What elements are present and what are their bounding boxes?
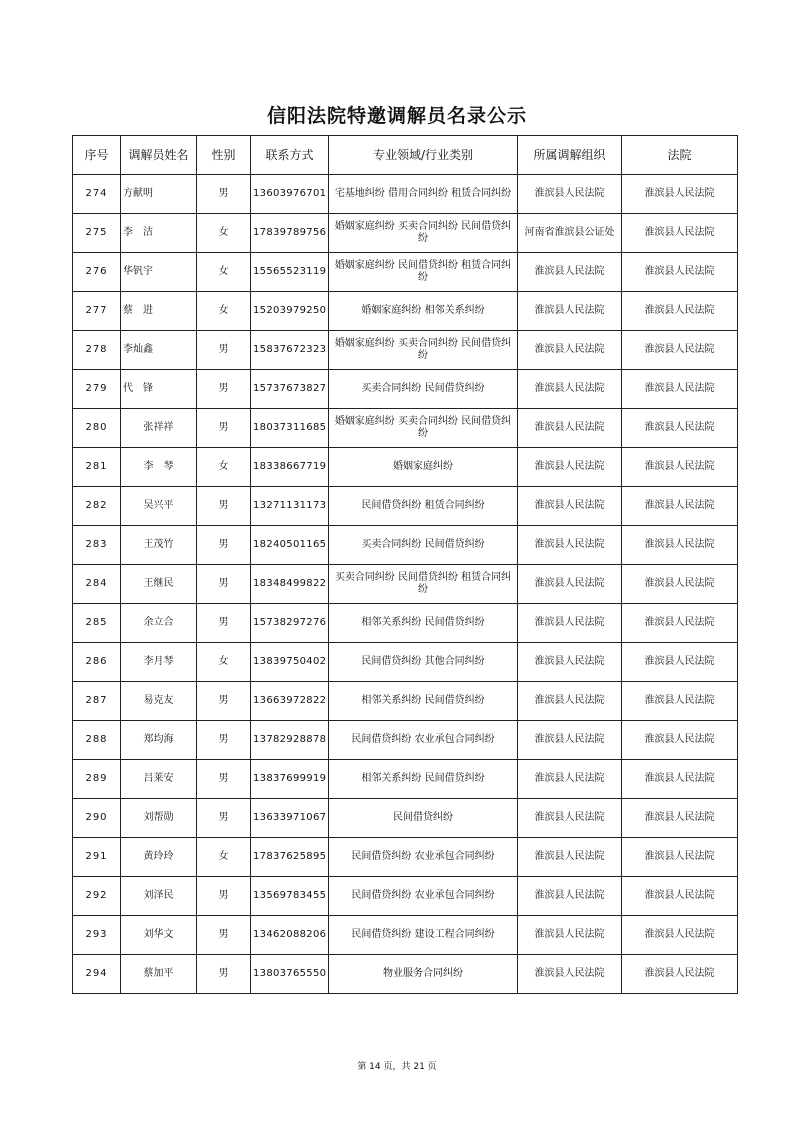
cell-org: 淮滨县人民法院	[518, 604, 622, 643]
cell-field: 买卖合同纠纷 民间借贷纠纷 租赁合同纠纷	[329, 565, 518, 604]
cell-phone: 13271131173	[251, 487, 329, 526]
cell-seq: 282	[73, 487, 121, 526]
table-row	[73, 448, 738, 487]
header-field: 专业领域/行业类别	[329, 136, 518, 175]
cell-name: 李月琴	[121, 643, 197, 682]
cell-phone: 13462088206	[251, 916, 329, 955]
cell-phone: 15837672323	[251, 331, 329, 370]
cell-field: 民间借贷纠纷 农业承包合同纠纷	[329, 721, 518, 760]
cell-phone: 13837699919	[251, 760, 329, 799]
cell-seq: 286	[73, 643, 121, 682]
cell-court: 淮滨县人民法院	[622, 838, 738, 877]
cell-seq: 278	[73, 331, 121, 370]
table-row	[73, 370, 738, 409]
cell-field: 婚姻家庭纠纷 买卖合同纠纷 民间借贷纠纷	[329, 409, 518, 448]
cell-name: 吕莱安	[121, 760, 197, 799]
cell-phone: 15737673827	[251, 370, 329, 409]
table-row	[73, 760, 738, 799]
cell-org: 淮滨县人民法院	[518, 955, 622, 994]
cell-gender: 女	[197, 292, 251, 331]
cell-gender: 男	[197, 331, 251, 370]
cell-field: 物业服务合同纠纷	[329, 955, 518, 994]
cell-court: 淮滨县人民法院	[622, 175, 738, 214]
cell-gender: 男	[197, 175, 251, 214]
cell-org: 淮滨县人民法院	[518, 409, 622, 448]
cell-court: 淮滨县人民法院	[622, 604, 738, 643]
cell-court: 淮滨县人民法院	[622, 682, 738, 721]
cell-field: 婚姻家庭纠纷 买卖合同纠纷 民间借贷纠纷	[329, 331, 518, 370]
table-row	[73, 721, 738, 760]
cell-phone: 18348499822	[251, 565, 329, 604]
table-row	[73, 487, 738, 526]
cell-gender: 男	[197, 760, 251, 799]
cell-court: 淮滨县人民法院	[622, 448, 738, 487]
cell-phone: 13839750402	[251, 643, 329, 682]
table-row	[73, 175, 738, 214]
table-row	[73, 604, 738, 643]
cell-phone: 18338667719	[251, 448, 329, 487]
cell-org: 河南省淮滨县公证处	[518, 214, 622, 253]
cell-gender: 女	[197, 214, 251, 253]
table-row	[73, 565, 738, 604]
table-row	[73, 877, 738, 916]
cell-gender: 男	[197, 526, 251, 565]
cell-name: 郑均海	[121, 721, 197, 760]
cell-org: 淮滨县人民法院	[518, 253, 622, 292]
cell-phone: 13603976701	[251, 175, 329, 214]
header-gender: 性别	[197, 136, 251, 175]
cell-seq: 284	[73, 565, 121, 604]
mediator-table	[72, 135, 738, 994]
cell-name: 吴兴平	[121, 487, 197, 526]
cell-seq: 289	[73, 760, 121, 799]
page-title: 信阳法院特邀调解员名录公示	[266, 105, 527, 127]
cell-gender: 女	[197, 448, 251, 487]
cell-court: 淮滨县人民法院	[622, 214, 738, 253]
cell-gender: 男	[197, 721, 251, 760]
cell-name: 李灿鑫	[121, 331, 197, 370]
cell-court: 淮滨县人民法院	[622, 916, 738, 955]
cell-phone: 13663972822	[251, 682, 329, 721]
cell-name: 余立合	[121, 604, 197, 643]
table-row	[73, 799, 738, 838]
cell-org: 淮滨县人民法院	[518, 448, 622, 487]
cell-court: 淮滨县人民法院	[622, 292, 738, 331]
cell-org: 淮滨县人民法院	[518, 526, 622, 565]
cell-court: 淮滨县人民法院	[622, 370, 738, 409]
cell-org: 淮滨县人民法院	[518, 916, 622, 955]
cell-name: 蔡 进	[121, 292, 197, 331]
cell-court: 淮滨县人民法院	[622, 643, 738, 682]
cell-field: 婚姻家庭纠纷 买卖合同纠纷 民间借贷纠纷	[329, 214, 518, 253]
cell-name: 刘华文	[121, 916, 197, 955]
table-row	[73, 838, 738, 877]
cell-court: 淮滨县人民法院	[622, 253, 738, 292]
table-body	[73, 175, 738, 994]
table-row	[73, 955, 738, 994]
cell-field: 婚姻家庭纠纷	[329, 448, 518, 487]
cell-field: 买卖合同纠纷 民间借贷纠纷	[329, 370, 518, 409]
cell-gender: 男	[197, 916, 251, 955]
cell-gender: 男	[197, 565, 251, 604]
cell-seq: 283	[73, 526, 121, 565]
cell-org: 淮滨县人民法院	[518, 643, 622, 682]
cell-field: 民间借贷纠纷 其他合同纠纷	[329, 643, 518, 682]
cell-org: 淮滨县人民法院	[518, 721, 622, 760]
cell-seq: 275	[73, 214, 121, 253]
cell-org: 淮滨县人民法院	[518, 487, 622, 526]
cell-gender: 男	[197, 955, 251, 994]
cell-org: 淮滨县人民法院	[518, 838, 622, 877]
cell-gender: 男	[197, 409, 251, 448]
cell-court: 淮滨县人民法院	[622, 565, 738, 604]
cell-seq: 277	[73, 292, 121, 331]
cell-seq: 281	[73, 448, 121, 487]
cell-org: 淮滨县人民法院	[518, 175, 622, 214]
cell-gender: 男	[197, 370, 251, 409]
cell-phone: 13803765550	[251, 955, 329, 994]
cell-field: 民间借贷纠纷 租赁合同纠纷	[329, 487, 518, 526]
cell-field: 买卖合同纠纷 民间借贷纠纷	[329, 526, 518, 565]
cell-court: 淮滨县人民法院	[622, 877, 738, 916]
cell-name: 张祥祥	[121, 409, 197, 448]
cell-name: 代 锋	[121, 370, 197, 409]
cell-org: 淮滨县人民法院	[518, 370, 622, 409]
cell-field: 婚姻家庭纠纷 相邻关系纠纷	[329, 292, 518, 331]
cell-name: 李 洁	[121, 214, 197, 253]
cell-seq: 288	[73, 721, 121, 760]
cell-field: 相邻关系纠纷 民间借贷纠纷	[329, 760, 518, 799]
cell-field: 民间借贷纠纷 建设工程合同纠纷	[329, 916, 518, 955]
cell-field: 民间借贷纠纷	[329, 799, 518, 838]
cell-phone: 15565523119	[251, 253, 329, 292]
cell-gender: 男	[197, 682, 251, 721]
cell-gender: 男	[197, 604, 251, 643]
cell-seq: 287	[73, 682, 121, 721]
cell-org: 淮滨县人民法院	[518, 292, 622, 331]
cell-name: 李 琴	[121, 448, 197, 487]
cell-seq: 292	[73, 877, 121, 916]
cell-field: 婚姻家庭纠纷 民间借贷纠纷 租赁合同纠纷	[329, 253, 518, 292]
table-row	[73, 409, 738, 448]
cell-phone: 13782928878	[251, 721, 329, 760]
cell-court: 淮滨县人民法院	[622, 487, 738, 526]
header-phone: 联系方式	[251, 136, 329, 175]
cell-court: 淮滨县人民法院	[622, 760, 738, 799]
cell-name: 华钒宇	[121, 253, 197, 292]
cell-name: 易克友	[121, 682, 197, 721]
cell-gender: 女	[197, 838, 251, 877]
cell-seq: 294	[73, 955, 121, 994]
cell-phone: 17837625895	[251, 838, 329, 877]
header-name: 调解员姓名	[121, 136, 197, 175]
table-row	[73, 916, 738, 955]
cell-phone: 13633971067	[251, 799, 329, 838]
table-row	[73, 253, 738, 292]
cell-gender: 女	[197, 643, 251, 682]
cell-seq: 291	[73, 838, 121, 877]
cell-seq: 279	[73, 370, 121, 409]
cell-field: 民间借贷纠纷 农业承包合同纠纷	[329, 838, 518, 877]
cell-court: 淮滨县人民法院	[622, 955, 738, 994]
cell-phone: 13569783455	[251, 877, 329, 916]
cell-phone: 18240501165	[251, 526, 329, 565]
cell-seq: 276	[73, 253, 121, 292]
cell-seq: 280	[73, 409, 121, 448]
page-number: 第 14 页，共 21 页	[357, 1062, 437, 1072]
cell-phone: 15203979250	[251, 292, 329, 331]
cell-field: 相邻关系纠纷 民间借贷纠纷	[329, 604, 518, 643]
cell-gender: 男	[197, 877, 251, 916]
header-org: 所属调解组织	[518, 136, 622, 175]
cell-org: 淮滨县人民法院	[518, 760, 622, 799]
header-court: 法院	[622, 136, 738, 175]
cell-phone: 18037311685	[251, 409, 329, 448]
cell-court: 淮滨县人民法院	[622, 799, 738, 838]
header-seq: 序号	[73, 136, 121, 175]
table-row	[73, 292, 738, 331]
cell-name: 刘泽民	[121, 877, 197, 916]
cell-name: 蔡加平	[121, 955, 197, 994]
cell-gender: 男	[197, 487, 251, 526]
cell-field: 宅基地纠纷 借用合同纠纷 租赁合同纠纷	[329, 175, 518, 214]
cell-org: 淮滨县人民法院	[518, 682, 622, 721]
cell-name: 方献明	[121, 175, 197, 214]
cell-name: 王继民	[121, 565, 197, 604]
cell-field: 相邻关系纠纷 民间借贷纠纷	[329, 682, 518, 721]
table-row	[73, 526, 738, 565]
cell-field: 民间借贷纠纷 农业承包合同纠纷	[329, 877, 518, 916]
cell-phone: 15738297276	[251, 604, 329, 643]
table-row	[73, 643, 738, 682]
table-header-row	[73, 136, 738, 175]
cell-gender: 女	[197, 253, 251, 292]
cell-name: 刘帮勋	[121, 799, 197, 838]
cell-seq: 285	[73, 604, 121, 643]
table-row	[73, 331, 738, 370]
cell-court: 淮滨县人民法院	[622, 526, 738, 565]
cell-gender: 男	[197, 799, 251, 838]
table-row	[73, 682, 738, 721]
cell-org: 淮滨县人民法院	[518, 565, 622, 604]
cell-seq: 274	[73, 175, 121, 214]
cell-seq: 293	[73, 916, 121, 955]
cell-phone: 17839789756	[251, 214, 329, 253]
cell-org: 淮滨县人民法院	[518, 877, 622, 916]
cell-court: 淮滨县人民法院	[622, 409, 738, 448]
cell-org: 淮滨县人民法院	[518, 331, 622, 370]
table-row	[73, 214, 738, 253]
cell-seq: 290	[73, 799, 121, 838]
cell-org: 淮滨县人民法院	[518, 799, 622, 838]
cell-court: 淮滨县人民法院	[622, 721, 738, 760]
cell-court: 淮滨县人民法院	[622, 331, 738, 370]
cell-name: 王茂竹	[121, 526, 197, 565]
cell-name: 黄玲玲	[121, 838, 197, 877]
